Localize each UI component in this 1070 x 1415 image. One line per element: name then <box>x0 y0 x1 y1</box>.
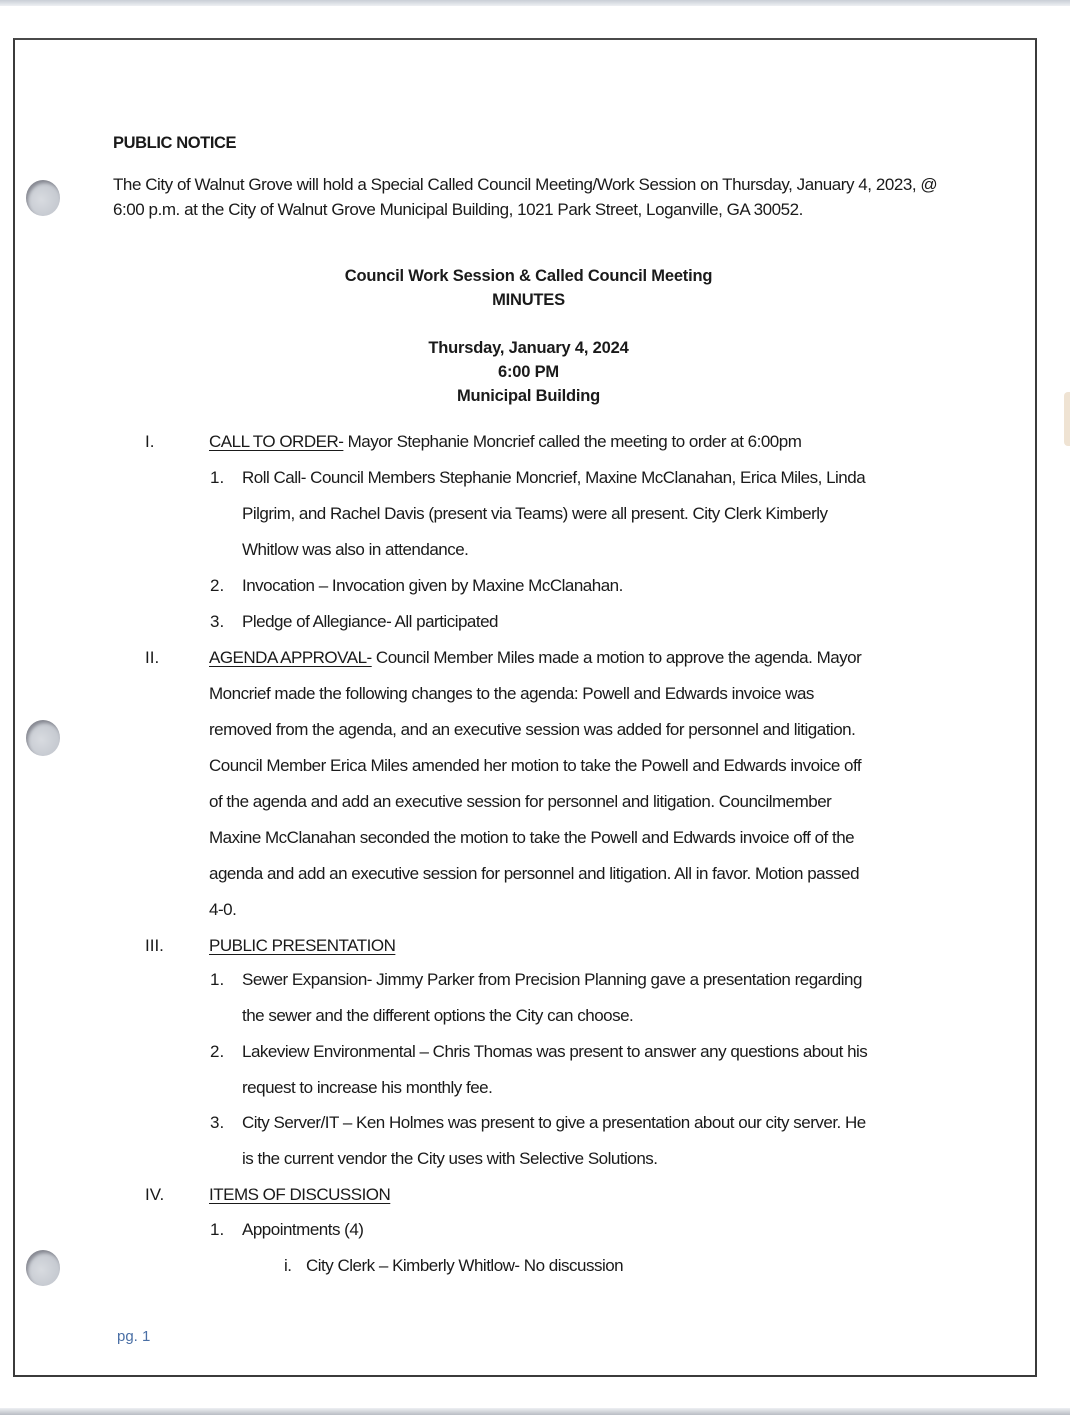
invocation-line: Invocation – Invocation given by Maxine McClanahan. <box>242 576 623 595</box>
item-number: 1. <box>210 970 225 989</box>
punch-hole-middle <box>26 720 60 756</box>
agenda-approval-line: agenda and add an executive session for personnel and litigation. All in favor. Motion passed <box>209 864 860 883</box>
scan-bottom-edge <box>0 1408 1070 1415</box>
section-numeral-call-to-order: I. <box>145 432 155 451</box>
item-number: 3. <box>210 1113 225 1132</box>
agenda-approval-line: of the agenda and add an executive session for personnel and litigation. Councilmember <box>209 792 832 811</box>
city-server-line: City Server/IT – Ken Holmes was present to give a presentation about our city server. He <box>242 1113 866 1132</box>
section-heading-agenda-approval: AGENDA APPROVAL- <box>209 648 372 667</box>
pledge-line: Pledge of Allegiance- All participated <box>242 612 499 631</box>
subitem-number: i. <box>284 1256 292 1275</box>
item-number: 2. <box>210 576 225 595</box>
city-clerk-appointment-line: City Clerk – Kimberly Whitlow- No discussion <box>306 1256 624 1275</box>
meeting-date: Thursday, January 4, 2024 <box>428 339 629 357</box>
meeting-location: Municipal Building <box>456 387 601 405</box>
agenda-approval-line: 4-0. <box>209 900 237 919</box>
document-subtitle: MINUTES <box>492 291 565 309</box>
paper-edge-mark <box>1064 392 1070 446</box>
section-numeral-agenda-approval: II. <box>145 648 160 667</box>
sewer-expansion-line: Sewer Expansion- Jimmy Parker from Precision Planning gave a presentation regarding <box>242 970 862 989</box>
section-text: Council Member Miles made a motion to approve the agenda. Mayor <box>371 648 862 667</box>
punch-hole-top <box>26 180 60 216</box>
appointments-line: Appointments (4) <box>242 1220 364 1239</box>
page-number: pg. 1 <box>117 1328 151 1345</box>
item-number: 2. <box>210 1042 225 1061</box>
punch-hole-bottom <box>26 1250 60 1286</box>
section-text: Mayor Stephanie Moncrief called the meeting to order at 6:00pm <box>343 432 802 451</box>
section-heading-call-to-order: CALL TO ORDER- <box>209 432 344 451</box>
section-agenda-approval <box>209 640 861 676</box>
item-number: 3. <box>210 612 225 631</box>
sewer-expansion-line: the sewer and the different options the City can choose. <box>242 1006 634 1025</box>
roll-call-line: Pilgrim, and Rachel Davis (present via Teams) were all present. City Clerk Kimberly <box>242 504 828 523</box>
roll-call-line: Whitlow was also in attendance. <box>242 540 469 559</box>
section-heading-public-presentation: PUBLIC PRESENTATION <box>209 936 396 955</box>
agenda-approval-line: Council Member Erica Miles amended her motion to take the Powell and Edwards invoice off <box>209 756 862 775</box>
lakeview-environmental-line: Lakeview Environmental – Chris Thomas was present to answer any questions about his <box>242 1042 868 1061</box>
city-server-line: is the current vendor the City uses with Selective Solutions. <box>242 1149 658 1168</box>
public-notice-body: The City of Walnut Grove will hold a Special Called Council Meeting/Work Session on Thursday, January 4, 2023, @ 6:00 p.m. at the City of Walnut Grove Municipal Building, 1021 Park Street, Loganville, GA 30052. <box>113 175 938 219</box>
document-title: Council Work Session & Called Council Meeting <box>344 267 713 285</box>
roll-call-line: Roll Call- Council Members Stephanie Moncrief, Maxine McClanahan, Erica Miles, Linda <box>242 468 866 487</box>
agenda-approval-line: removed from the agenda, and an executive session was added for personnel and litigation. <box>209 720 856 739</box>
section-heading-items-of-discussion: ITEMS OF DISCUSSION <box>209 1185 391 1204</box>
lakeview-environmental-line: request to increase his monthly fee. <box>242 1078 493 1097</box>
item-number: 1. <box>210 468 225 487</box>
scan-top-edge <box>0 0 1070 6</box>
section-call-to-order <box>209 424 801 460</box>
section-numeral-public-presentation: III. <box>145 936 164 955</box>
agenda-approval-line: Moncrief made the following changes to the agenda: Powell and Edwards invoice was <box>209 684 814 703</box>
meeting-time: 6:00 PM <box>498 363 559 381</box>
agenda-approval-line: Maxine McClanahan seconded the motion to take the Powell and Edwards invoice off of the <box>209 828 855 847</box>
section-numeral-items-of-discussion: IV. <box>145 1185 165 1204</box>
item-number: 1. <box>210 1220 225 1239</box>
public-notice-title: PUBLIC NOTICE <box>113 134 237 152</box>
